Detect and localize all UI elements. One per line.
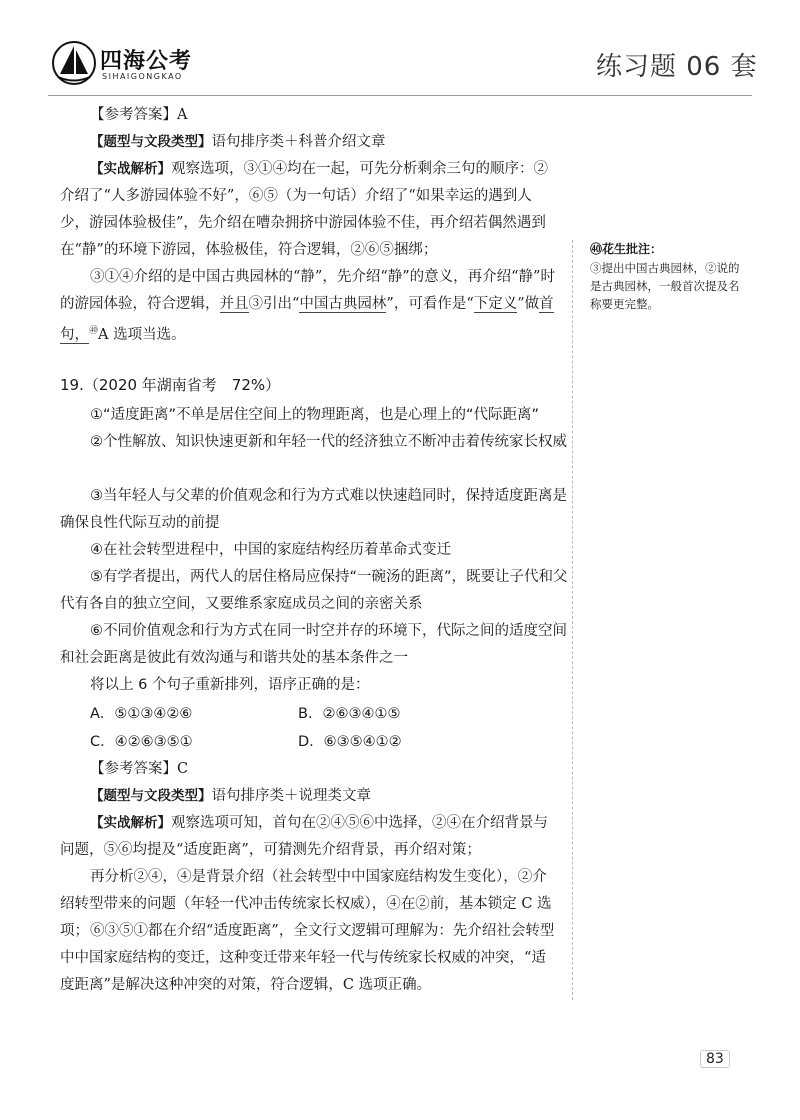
- q19-analysis-p2: 再分析②④，④是背景介绍（社会转型中中国家庭结构发生变化），②介绍转型带来的问题（年轻一代冲击传统家长权威），④在②前，基本锁定 C 选项；: [60, 869, 552, 939]
- q18-analysis-text-2a: ③①④介绍的是中国古典园林的“静”，先介绍“静”的意义，再介绍“静”时的游园体验，符合逻辑，: [60, 269, 555, 312]
- side-annotation: [590, 240, 750, 313]
- q19-sentence-2: ②个性解放、知识快速更新和年轻一代的经济独立不断冲击着传统家长权威: [90, 434, 567, 450]
- q18-analysis-text-2e: ”，可看作是“: [386, 296, 474, 312]
- q19-type-label: 【题型与文段类型】: [90, 788, 212, 804]
- q18-analysis-text-2g: ”做: [517, 296, 540, 312]
- option-a: A．⑤①③④②⑥: [90, 706, 193, 722]
- option-d: D．⑥③⑤④①②: [298, 734, 402, 750]
- q19-sentence-1: ①“适度距离”不单是居住空间上的物理距离，也是心理上的“代际距离”: [90, 407, 540, 423]
- q19-type: [60, 783, 560, 810]
- q19-heading: 19.（2020 年湖南省考 72%）: [60, 376, 281, 394]
- margin-divider: [572, 240, 573, 1000]
- q19-answer: 【参考答案】C: [90, 761, 189, 777]
- q18-underline-3: 下定义: [473, 296, 518, 312]
- brand-logo: [52, 40, 232, 90]
- logo-subtitle: SIHAIGONGKAO: [102, 72, 183, 81]
- q19-analysis-p1: [60, 810, 560, 864]
- q18-analysis-p2: [60, 264, 560, 349]
- practice-set-title: 练习题 06 套: [596, 52, 758, 82]
- q18-analysis-text-1: 观察选项，③①④均在一起，可先分析剩余三句的顺序：②介绍了“人多游园体验不好”，⑥⑤（为一句话）介绍了“如果幸运的遇到人少，游园体验极佳”，先介绍在嘈杂拥挤中游园体验不佳，再介绍若偶然遇到在“静”的环境下游园，体验极佳，符合逻辑，②⑥⑤捆绑；: [60, 161, 548, 258]
- q18-analysis-text-2c: ③引出“: [248, 296, 300, 312]
- q19-analysis-p3: ⑥③⑤①都在介绍“适度距离”，全文行文逻辑可理解为：先介绍社会转型中中国家庭结构的变迁，这种变迁带来年轻一代与传统家长权威的冲突，“适度距离”是解决这种冲突的对策，符合逻辑，C 选项正确。: [60, 923, 555, 993]
- q19-analysis-text-1: 观察选项可知，首句在②④⑤⑥中选择，②④在介绍背景与问题，⑤⑥均提及“适度距离”，可猜测先介绍背景，再介绍对策；: [60, 815, 548, 858]
- option-c: C．④②⑥③⑤①: [90, 734, 193, 750]
- q19-analysis-label: 【实战解析】: [90, 815, 171, 831]
- q18-type: [60, 129, 560, 156]
- q19-sentence-3: ③当年轻人与父辈的价值观念和行为方式难以快速趋同时，保持适度距离是确保良性代际互动的前提: [60, 488, 567, 531]
- q18-underline-2: 中国古典园林: [299, 296, 387, 312]
- annotation-marker: ㊵: [89, 326, 99, 336]
- q18-analysis-text-2i: A 选项当选。: [98, 326, 186, 343]
- header-divider: [48, 95, 752, 96]
- q19-sentence-5: ⑤有学者提出，两代人的居住格局应保持“一碗汤的距离”，既要让子代和父代有各自的独立空间，又要维系家庭成员之间的亲密关系: [60, 569, 568, 612]
- sailboat-logo-icon: [52, 40, 96, 86]
- q19-sentence-6: ⑥不同价值观念和行为方式在同一时空并存的环境下，代际之间的适度空间和社会距离是彼此有效沟通与和谐共处的基本条件之一: [60, 623, 567, 666]
- side-annotation-label: ㊵花生批注：: [590, 242, 663, 256]
- q19-sentence-4: ④在社会转型进程中，中国的家庭结构经历着革命式变迁: [90, 542, 451, 558]
- q18-underline-4: 首句，: [60, 296, 554, 343]
- option-b: B．②⑥③④①⑤: [298, 706, 401, 722]
- q19-prompt: 将以上 6 个句子重新排列，语序正确的是：: [90, 677, 370, 693]
- logo-name: 四海公考: [100, 49, 193, 74]
- q18-answer: 【参考答案】A: [90, 107, 188, 123]
- q18-underline-1: 并且: [219, 296, 249, 312]
- q18-type-text: 语句排序类＋科普介绍文章: [211, 134, 386, 150]
- q19-type-text: 语句排序类＋说理类文章: [211, 788, 371, 804]
- page-number: 83: [700, 1050, 730, 1068]
- q18-type-label: 【题型与文段类型】: [90, 134, 212, 150]
- q18-analysis-label: 【实战解析】: [90, 161, 171, 177]
- side-annotation-text: ③提出中国古典园林，②说的是古典园林，一般首次提及名称要更完整。: [590, 261, 740, 311]
- q18-analysis-p1: [60, 156, 560, 264]
